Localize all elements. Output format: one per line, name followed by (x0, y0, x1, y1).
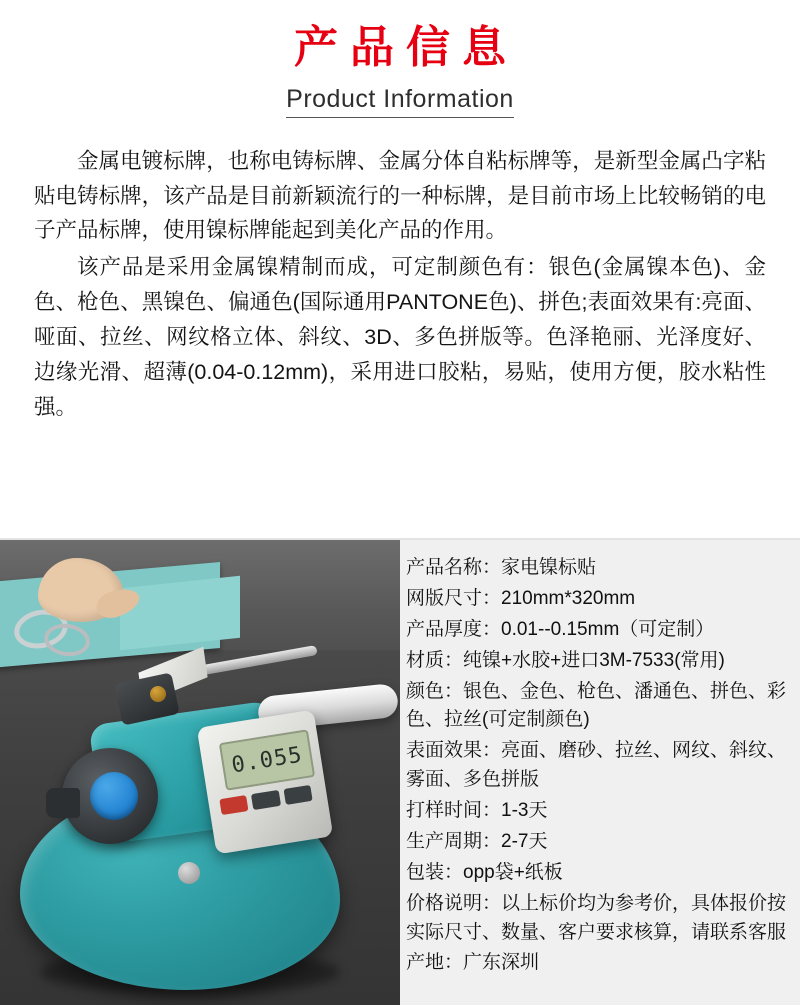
specification-list (400, 540, 800, 1005)
spec-label: 产品厚度： (406, 618, 502, 640)
micrometer-bolt (178, 862, 200, 884)
spec-row (406, 616, 790, 645)
spec-row (406, 647, 790, 676)
spec-value: 广东深圳 (463, 952, 540, 974)
spec-label: 价格说明： (406, 892, 502, 914)
spec-row (406, 554, 790, 583)
spec-value: 纯镍+水胶+进口3M-7533(常用) (463, 649, 725, 671)
spec-label: 产品名称： (406, 557, 502, 578)
spec-value: 2-7天 (501, 830, 548, 852)
spec-label: 产地： (406, 952, 464, 974)
page-subtitle: Product Information (286, 85, 514, 118)
spec-row (406, 859, 790, 888)
brass-screw (150, 686, 166, 702)
spec-row (406, 828, 790, 857)
product-photo (0, 540, 400, 1005)
spec-value: 以上标价均为参考价，具体报价按实际尺寸、数量、客户要求核算，请联系客服 (406, 892, 787, 943)
teal-material-strip-highlight (120, 576, 240, 651)
spec-row (406, 585, 790, 614)
spec-value: 银色、金色、枪色、潘通色、拼色、彩色、拉丝(可定制颜色) (406, 680, 787, 731)
description-paragraph-1: 金属电镀标牌，也称电铸标牌、金属分体自粘标牌等，是新型金属凸字粘贴电铸标牌，该产品是目前新颖流行的一种标牌，是目前市场上比较畅销的电子产品标牌，使用镍标牌能起到美化产品的作用。 (34, 148, 766, 243)
spec-value: 家电镍标贴 (501, 557, 597, 578)
spec-label: 生产周期： (406, 830, 502, 852)
spec-value: 210mm*320mm (501, 587, 636, 609)
spec-row (406, 890, 790, 948)
description-paragraph-2: 该产品是采用金属镍精制而成，可定制颜色有：银色(金属镍本色)、金色、枪色、黑镍色、偏通色(国际通用PANTONE色)、拼色;表面效果有:亮面、哑面、拉丝、网纹格立体、斜纹、3D、多色拼版等。色泽艳丽、光泽度好、边缘光滑、超薄(0.04-0.12mm)，采用进口胶粘，易贴，使用方便，胶水粘性强。 (34, 255, 766, 419)
spec-row (406, 737, 790, 795)
spec-row (406, 678, 790, 736)
spec-value: 亮面、磨砂、拉丝、网纹、斜纹、雾面、多色拼版 (406, 740, 787, 791)
micrometer-knob-stub (46, 788, 80, 818)
description-body (34, 144, 766, 425)
spec-label: 网版尺寸： (406, 587, 502, 609)
page-title: 产品信息 (294, 23, 518, 72)
spec-value: 1-3天 (501, 800, 548, 821)
spec-label: 包装： (406, 861, 464, 883)
specification-section (0, 540, 800, 1005)
spec-value: 0.01--0.15mm（可定制） (501, 618, 715, 640)
lcd-display: 0.055 (219, 729, 315, 790)
spec-row (406, 797, 790, 826)
spec-label: 颜色： (406, 680, 464, 702)
page-header (0, 0, 800, 118)
spec-label: 打样时间： (406, 800, 502, 821)
spec-label: 表面效果： (406, 740, 502, 762)
spec-value: opp袋+纸板 (463, 861, 563, 883)
micrometer-knob-center (90, 772, 138, 820)
spec-row (406, 949, 790, 978)
spec-label: 材质： (406, 649, 464, 671)
